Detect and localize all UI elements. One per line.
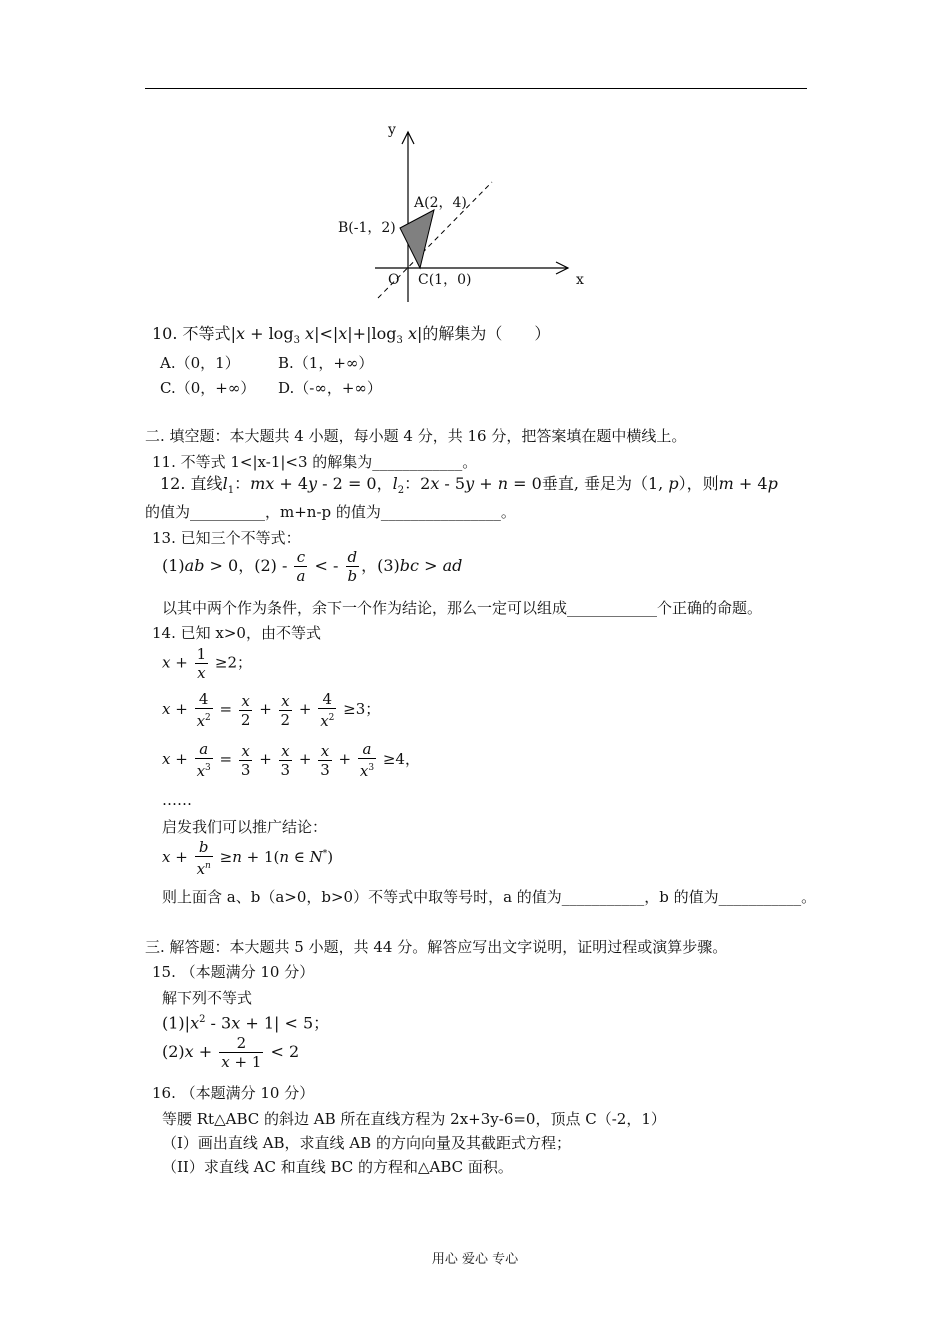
- question-15-part-2: (2)x + $\frac{2}{x + 1}$ < 2: [162, 1034, 300, 1071]
- question-12-pre: 直线: [190, 474, 223, 493]
- question-10-option-a: A.（0，1）: [160, 354, 240, 372]
- origin-label: O: [388, 272, 400, 288]
- question-10-stem-post: 的解集为（ ）: [422, 324, 551, 343]
- question-10-option-b: B.（1，+∞）: [278, 354, 374, 372]
- question-12: 12. 直线$l_1$：mx + 4y - 2 = 0，$l_2$：2x - 5y + n = 0垂直, 垂足为（1, p），则m + 4p: [160, 474, 778, 497]
- question-15-stem: 解下列不等式: [162, 989, 253, 1007]
- question-16-part-1: （I）画出直线 AB，求直线 AB 的方向向量及其截距式方程；: [162, 1134, 571, 1152]
- y-axis-label: y: [388, 122, 396, 138]
- question-16-part-2: （II）求直线 AC 和直线 BC 的方程和△ABC 面积。: [162, 1158, 513, 1176]
- section-2-heading: 二. 填空题：本大题共 4 小题，每小题 4 分，共 16 分，把答案填在题中横线上。: [145, 427, 687, 445]
- question-13-stem: 13. 已知三个不等式：: [152, 529, 301, 547]
- question-14-ineq-1: x + $\frac{1}{x}$ ≥2；: [162, 645, 253, 682]
- question-14-ineq-2: x + $\frac{4}{x^2}$ = $\frac{x}{2}$ + $\frac{x}{2}$ + $\frac{4}{x^2}$ ≥3；: [162, 690, 381, 730]
- question-10-number: 10.: [152, 324, 178, 343]
- question-10-option-c: C.（0，+∞）: [160, 379, 256, 397]
- question-14-stem: 14. 已知 x>0，由不等式: [152, 624, 321, 642]
- question-14-general-pre: 启发我们可以推广结论：: [162, 818, 328, 836]
- shaded-triangle: [400, 210, 434, 268]
- section-3-heading: 三. 解答题：本大题共 5 小题，共 44 分。解答应写出文字说明，证明过程或演算步骤。: [145, 938, 728, 956]
- point-a-label: A(2，4): [414, 195, 467, 211]
- question-12-line2: 的值为__________，m+n-p 的值为________________。: [145, 503, 516, 521]
- footer-text: 用心 爱心 专心: [431, 1252, 519, 1267]
- question-13-conclusion: 以其中两个作为条件，余下一个作为结论，那么一定可以组成____________个正确的命题。: [162, 599, 763, 617]
- question-14-general: x + $\frac{b}{x^n}$ ≥n + 1(n ∈ N*): [162, 838, 334, 878]
- header-rule: [145, 88, 807, 89]
- question-13-conditions: (1)ab > 0，(2) - $\frac{c}{a}$ < - $\frac{d}{b}$ ，(3)bc > ad: [162, 548, 463, 585]
- question-14-ask: 则上面含 a、b（a>0，b>0）不等式中取等号时，a 的值为___________，b 的值为___________。: [162, 888, 817, 906]
- coordinate-figure: [330, 112, 600, 312]
- question-16-head: 16. （本题满分 10 分）: [152, 1084, 315, 1102]
- question-12-mid2: ），则: [678, 474, 719, 493]
- question-16-stem: 等腰 Rt△ABC 的斜边 AB 所在直线方程为 2x+3y-6=0，顶点 C（-2，1）: [162, 1110, 666, 1128]
- point-c-label: C(1，0): [418, 272, 472, 288]
- question-14-ineq-3: x + $\frac{a}{x^3}$ = $\frac{x}{3}$ + $\frac{x}{3}$ + $\frac{x}{3}$ + $\frac{a}{x^3}$ ≥4，: [162, 740, 420, 780]
- question-10: 10. 不等式$|x + \log_3 x|<|x|+|\log_3$ x|的解集为（ ）: [152, 324, 551, 347]
- question-14-ellipsis: ……: [162, 791, 192, 809]
- x-axis-label: x: [576, 272, 584, 288]
- question-12-mid1: 垂直, 垂足为（1,: [541, 474, 664, 493]
- question-15-head: 15. （本题满分 10 分）: [152, 963, 315, 981]
- question-10-stem-pre: 不等式: [182, 324, 231, 343]
- point-b-label: B(-1，2): [338, 220, 396, 236]
- question-15-part-1: $(1)|x^2 - 3x + 1| < 5$；: [162, 1013, 330, 1033]
- question-12-number: 12.: [160, 474, 186, 493]
- question-10-option-d: D.（-∞，+∞）: [278, 379, 382, 397]
- question-11: 11. 不等式 1<|x-1|<3 的解集为____________。: [152, 453, 478, 471]
